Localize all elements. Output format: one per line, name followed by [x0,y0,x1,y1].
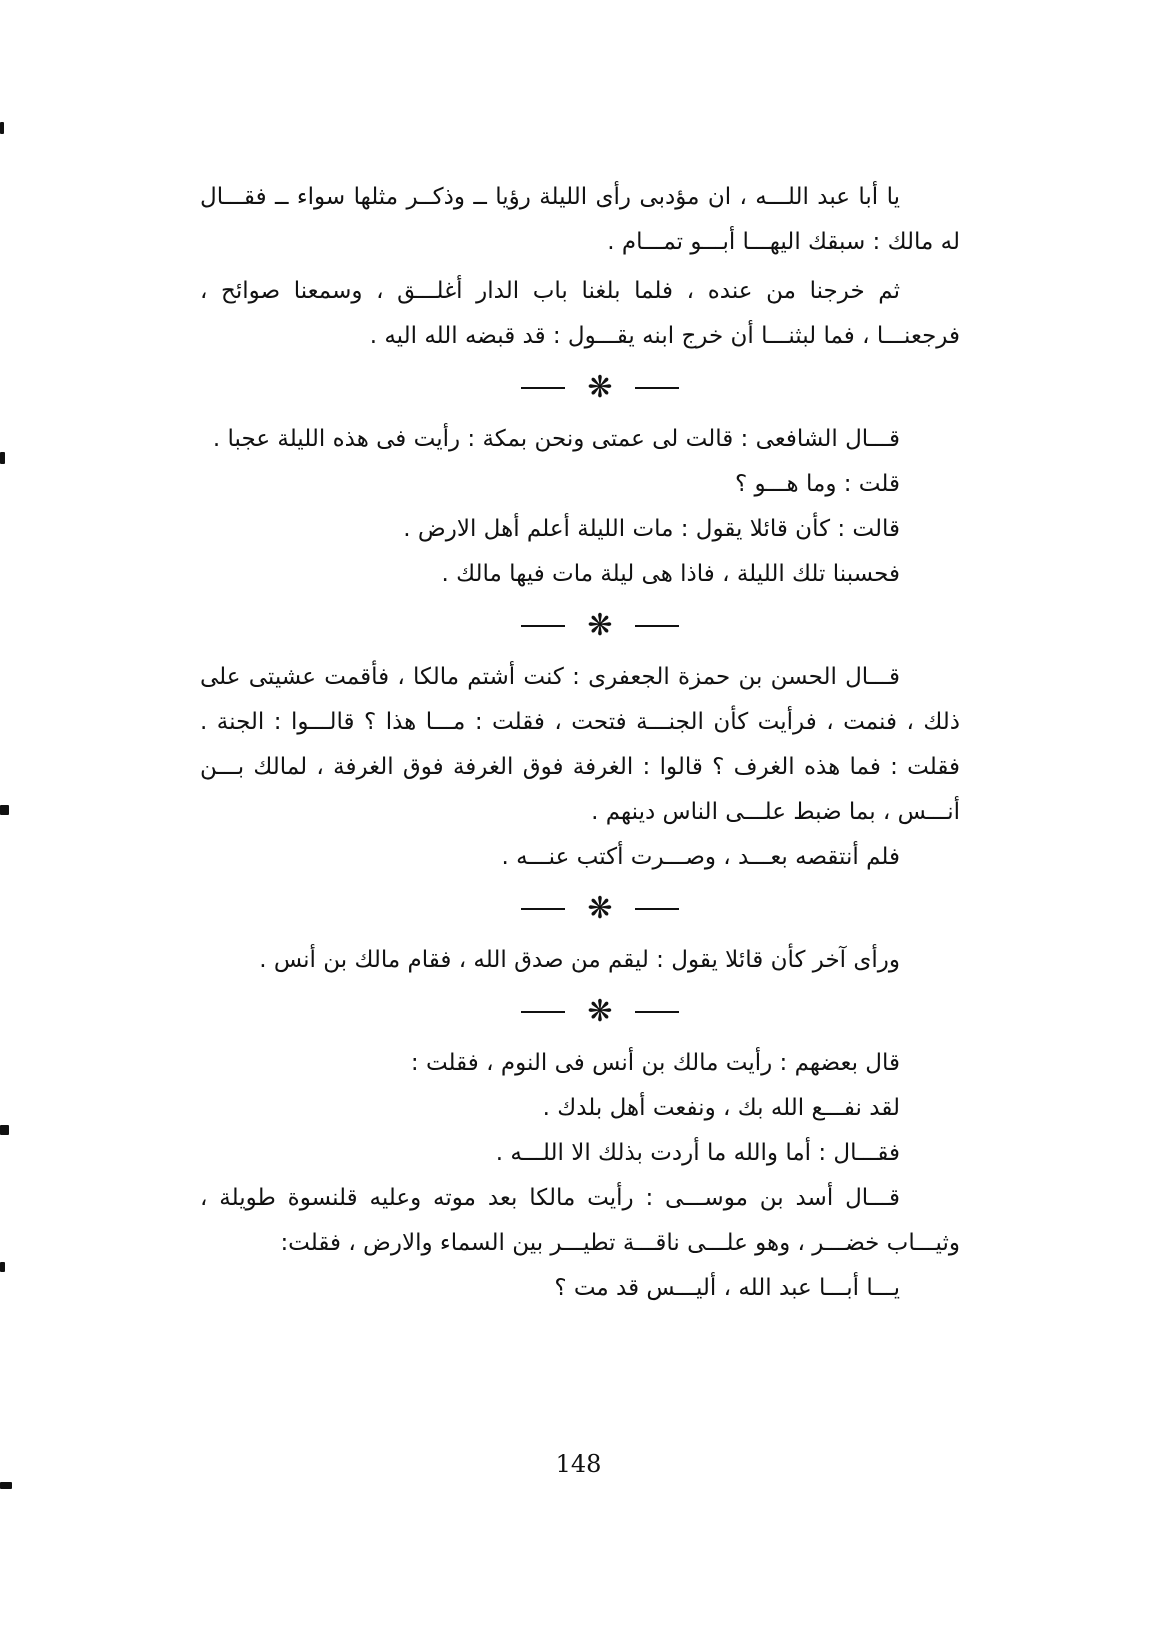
paragraph: يا أبا عبد اللـــه ، ان مؤدبى رأى الليلة رؤيا ــ وذكــر مثلها سواء ــ فقـــال له مالك : سبقك اليهـــا أبـــو تمـــام . [200,184,960,255]
paragraph: قال بعضهم : رأيت مالك بن أنس فى النوم ، فقلت : [410,1050,900,1076]
paragraph: قـــال الشافعى : قالت لى عمتى ونحن بمكة : رأيت فى هذه الليلة عجبا . [212,426,900,452]
separator-dash [635,908,679,910]
separator-dash [635,625,679,627]
scan-edge-mark [0,805,9,815]
page-number: 148 [555,1450,602,1478]
paragraph: قلت : وما هـــو ؟ [734,471,900,497]
paragraph: فقـــال : أما والله ما أردت بذلك الا اللـــه . [495,1140,900,1166]
scan-edge-mark [0,452,5,464]
section-separator [240,359,960,417]
separator-dash [521,1011,565,1013]
asterism-icon: ❋ [587,370,613,405]
scan-edge-mark [0,1125,9,1135]
paragraph: قـــال أسد بن موســـى : رأيت مالكا بعد موته وعليه قلنسوة طويلة ، وثيـــاب خضـــر ، وهو علـــى ناقـــة تطيـــر بين السماء والارض ، فقلت: [200,1185,960,1256]
scan-edge-mark [0,1262,5,1272]
separator-dash [635,387,679,389]
scan-edge-mark [0,122,4,134]
paragraph: فحسبنا تلك الليلة ، فاذا هى ليلة مات فيها مالك . [441,561,900,587]
scan-edge-mark [0,1482,12,1489]
section-separator [240,597,960,655]
paragraph: لقد نفـــع الله بك ، ونفعت أهل بلدك . [542,1095,900,1121]
page-body [200,175,960,1311]
paragraph: ثم خرجنا من عنده ، فلما بلغنا باب الدار أغلـــق ، وسمعنا صوائح ، فرجعنـــا ، فما لبثنـــا أن خرج ابنه يقـــول : قد قبضه الله اليه . [200,278,960,349]
asterism-icon: ❋ [587,608,613,643]
separator-dash [635,1011,679,1013]
paragraph: يـــا أبـــا عبد الله ، أليـــس قد مت ؟ [554,1275,900,1301]
paragraph: قـــال الحسن بن حمزة الجعفرى : كنت أشتم مالكا ، فأقمت عشيتى على ذلك ، فنمت ، فرأيت كأن الجنـــة فتحت ، فقلت : مـــا هذا ؟ قالـــوا : الجنة . فقلت : فما هذه الغرف ؟ قالوا : الغرفة فوق الغرفة فوق الغرفة ، لمالك بـــن أنـــس ، بما ضبط علـــى الناس دينهم . [200,664,960,825]
paragraph: ورأى آخر كأن قائلا يقول : ليقم من صدق الله ، فقام مالك بن أنس . [259,947,900,973]
paragraph: قالت : كأن قائلا يقول : مات الليلة أعلم أهل الارض . [403,516,900,542]
section-separator [240,983,960,1041]
asterism-icon: ❋ [587,891,613,926]
separator-dash [521,908,565,910]
paragraph: فلم أنتقصه بعـــد ، وصـــرت أكتب عنـــه . [501,844,900,870]
asterism-icon: ❋ [587,994,613,1029]
separator-dash [521,625,565,627]
section-separator [240,880,960,938]
separator-dash [521,387,565,389]
